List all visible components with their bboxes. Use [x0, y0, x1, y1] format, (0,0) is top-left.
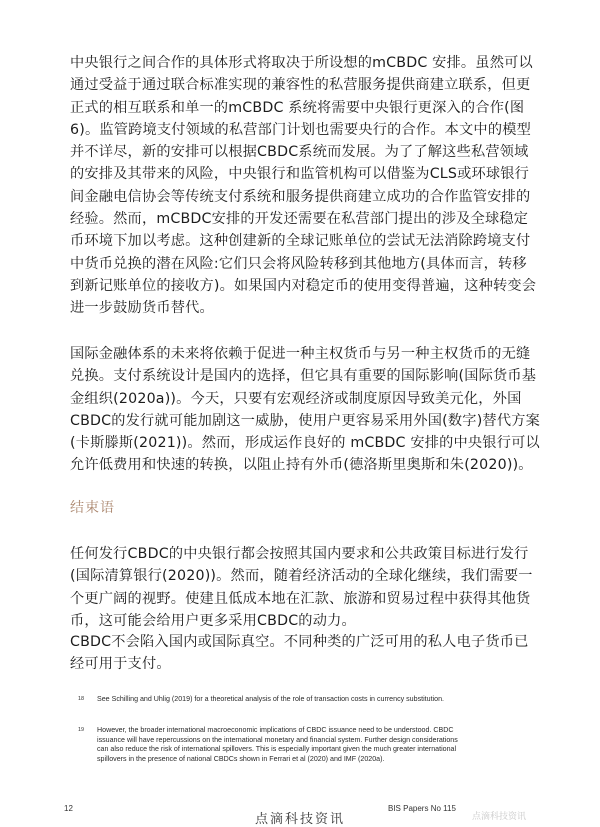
body-paragraph: 中央银行之间合作的具体形式将取决于所设想的mCBDC 安排。虽然可以通过受益于通过联合标准实现的兼容性的私营服务提供商建立联系，但更正式的相互联系和单一的mCBDC 系统将需要中央银行更深入的合作(图6)。监管跨境支付领域的私营部门计划也需要央行的合作。本文中的模型并不详尽，新的安排可以根据CBDC系统而发展。为了了解这些私营领域的安排及其带来的风险，中央银行和监管机构可以借鉴为CLS或环球银行间金融电信协会等传统支付系统和服务提供商建立成功的合作监管安排的经验。然而，mCBDC安排的开发还需要在私营部门提出的涉及全球稳定币环境下加以考虑。这种创建新的全球记账单位的尝试无法消除跨境支付中货币兑换的潜在风险:它们只会将风险转移到其他地方(具体而言，转移到新记账单位的接收方)。如果国内对稳定币的使用变得普遍，这种转变会进一步鼓励货币替代。	[70, 55, 537, 317]
footnote	[78, 726, 458, 764]
body-paragraph: 国际金融体系的未来将依赖于促进一种主权货币与另一种主权货币的无缝兑换。支付系统设计是国内的选择，但它具有重要的国际影响(国际货币基金组织(2020a))。今天，只要有宏观经济或制度原因导致美元化，外国CBDC的发行就可能加剧这一威胁，使用户更容易采用外国(数字)替代方案(卡斯滕斯(2021))。然而，形成运作良好的 mCBDC 安排的中央银行可以允许低费用和快速的转换，以阻止持有外币(德洛斯里奥斯和朱(2020))。	[70, 346, 540, 474]
footnote-number: 18	[78, 696, 85, 702]
watermark-faint: 点滴科技资讯	[472, 812, 527, 822]
body-paragraph: 任何发行CBDC的中央银行都会按照其国内要求和公共政策目标进行发行(国际清算银行(2020))。然而，随着经济活动的全球化继续，我们需要一个更广阔的视野。使建且低成本地在汇款、旅游和贸易过程中获得其他货币，这可能会给用户更多采用CBDC的动力。	[70, 546, 533, 629]
body-paragraph: CBDC不会陷入国内或国际真空。不同种类的广泛可用的私人电子货币已经可用于支付。	[70, 634, 529, 673]
footnote-text: However, the broader international macroeconomic implications of CBDC issuance need to be understood. CBDC issuance will have repercussions on the international monetary and financial system. Further design considerations can also reduce the risk of international spillovers. This is especially important given the much greater international spillovers in the presence of national CBDCs shown in Ferrari et al (2020) and IMF (2020a).	[97, 726, 458, 763]
footnote-text: See Schilling and Uhlig (2019) for a theoretical analysis of the role of transaction costs in currency substitution.	[97, 695, 444, 703]
section-heading: 结束语	[70, 500, 115, 516]
series-label: BIS Papers No 115	[388, 804, 456, 813]
footnote-number: 19	[78, 727, 85, 733]
footnote	[78, 695, 458, 705]
watermark-text: 点滴科技资讯	[255, 812, 346, 827]
page-number: 12	[64, 804, 73, 813]
